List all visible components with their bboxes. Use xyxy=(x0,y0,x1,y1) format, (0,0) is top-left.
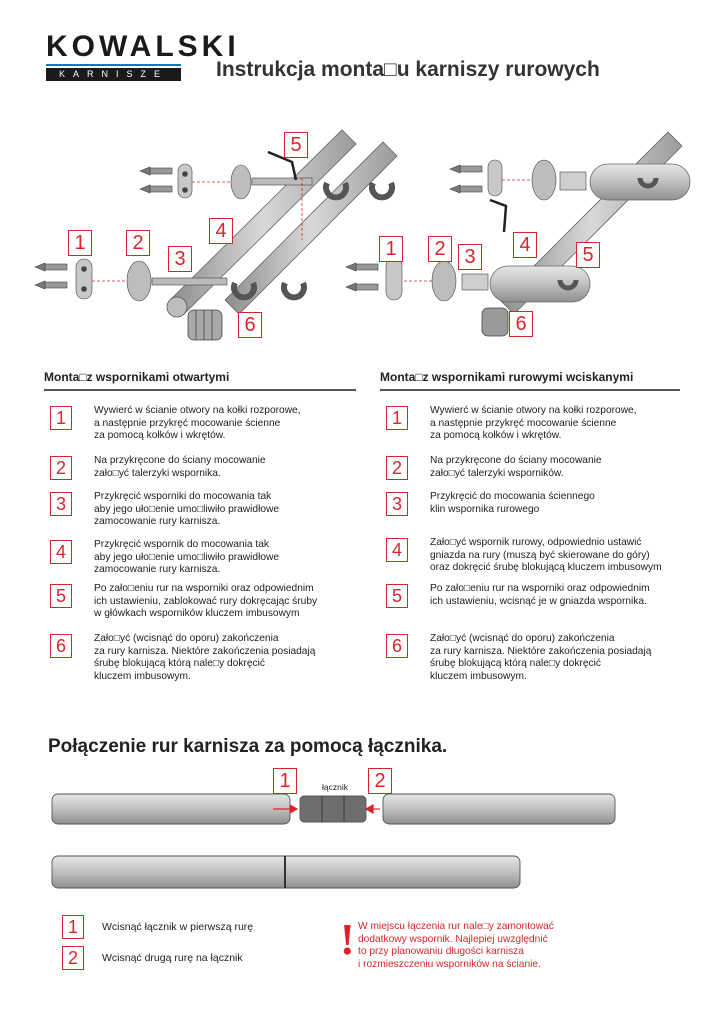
step-text: Po zało□eniu rur na wsporniki oraz odpowiednim ich ustawieniu, zablokować rury dokręcając śruby w główkach wsporników kluczem imbusowym xyxy=(94,583,318,619)
step-text: Wywierć w ścianie otwory na kołki rozporowe, a następnie przykręć mocowanie ścienne za pomocą kołków i wkrętów. xyxy=(430,405,637,441)
right-callout-4: 4 xyxy=(513,232,537,258)
step-number: 3 xyxy=(50,492,72,516)
connector-label: łącznik xyxy=(322,782,348,792)
right-callout-1: 1 xyxy=(379,236,403,262)
step-text: Zało□yć (wcisnąć do oporu) zakończenia za rury karnisza. Niektóre zakończenia posiadają śrubę blokującą którą nale□y dokręcić kluczem imbusowym. xyxy=(430,633,652,682)
left-section-heading: Monta□z wspornikami otwartymi xyxy=(44,370,230,384)
step-number: 1 xyxy=(62,915,84,939)
step-number: 6 xyxy=(50,634,72,658)
left-callout-3: 3 xyxy=(168,246,192,272)
step-number: 1 xyxy=(50,406,72,430)
step-number: 5 xyxy=(50,584,72,608)
left-end-cap xyxy=(188,310,222,340)
right-callout-6: 6 xyxy=(509,311,533,337)
step-text: Zało□yć wspornik rurowy, odpowiednio ustawić gniazda na rury (muszą być skierowane do góry) oraz dokręcić śrubę blokującą kluczem imbusowym xyxy=(430,537,662,573)
left-callout-1: 1 xyxy=(68,230,92,256)
step-number: 6 xyxy=(386,634,408,658)
step-number: 2 xyxy=(62,946,84,970)
step-text: Wywierć w ścianie otwory na kołki rozporowe, a następnie przykręć mocowanie ścienne za pomocą kołków i wkrętów. xyxy=(94,405,301,441)
step-text: Na przykręcone do ściany mocowanie zało□yć talerzyki wsporników. xyxy=(430,455,602,479)
page-title: Instrukcja monta□u karniszy rurowych xyxy=(216,58,600,81)
step-text: Na przykręcone do ściany mocowanie zało□yć talerzyki wspornika. xyxy=(94,455,266,479)
step-number: 3 xyxy=(386,492,408,516)
step-text: Przykręcić wsporniki do mocowania tak aby jego uło□enie umo□liwiło prawidłowe zamocowanie rury karnisza. xyxy=(94,491,280,527)
step-number: 4 xyxy=(386,538,408,562)
left-callout-5: 5 xyxy=(284,132,308,158)
right-section-heading: Monta□z wspornikami rurowymi wciskanymi xyxy=(380,370,634,384)
right-callout-2: 2 xyxy=(428,236,452,262)
left-callout-2: 2 xyxy=(126,230,150,256)
connection-heading: Połączenie rur karnisza za pomocą łącznika. xyxy=(48,736,448,757)
warning-text: W miejscu łączenia rur nale□y zamontować dodatkowy wspornik. Najlepiej uwzględnić to przy planowaniu długości karnisza i rozmieszczeniu wsporników na ścianie. xyxy=(358,921,554,970)
brand-subtitle: KARNISZE xyxy=(46,68,181,81)
left-callout-6: 6 xyxy=(238,312,262,338)
step-text: Przykręcić wspornik do mocowania tak aby jego uło□enie umo□liwiło prawidłowe zamocowanie rury karnisza. xyxy=(94,539,280,575)
step-text: Po zało□eniu rur na wsporniki oraz odpowiednim ich ustawieniu, wcisnąć je w gniazda wspornika. xyxy=(430,583,650,607)
right-hex-key xyxy=(490,200,506,232)
step-number: 2 xyxy=(50,456,72,480)
brand-logo: KOWALSKI xyxy=(46,30,240,63)
connection-pipes xyxy=(52,794,615,888)
connection-callout-1: 1 xyxy=(273,768,297,794)
step-number: 4 xyxy=(50,540,72,564)
step-text: Wcisnąć drugą rurę na łącznik xyxy=(102,952,243,964)
right-callout-5: 5 xyxy=(576,242,600,268)
left-callout-4: 4 xyxy=(209,218,233,244)
right-callout-3: 3 xyxy=(458,244,482,270)
connection-callout-2: 2 xyxy=(368,768,392,794)
step-text: Przykręcić do mocowania ściennego klin wspornika rurowego xyxy=(430,491,595,515)
step-number: 1 xyxy=(386,406,408,430)
step-number: 5 xyxy=(386,584,408,608)
step-number: 2 xyxy=(386,456,408,480)
warning-icon: ! xyxy=(340,915,355,964)
step-text: Zało□yć (wcisnąć do oporu) zakończenia za rury karnisza. Niektóre zakończenia posiadają śrubę blokującą którą nale□y dokręcić kluczem imbusowym. xyxy=(94,633,316,682)
step-text: Wcisnąć łącznik w pierwszą rurę xyxy=(102,921,254,933)
